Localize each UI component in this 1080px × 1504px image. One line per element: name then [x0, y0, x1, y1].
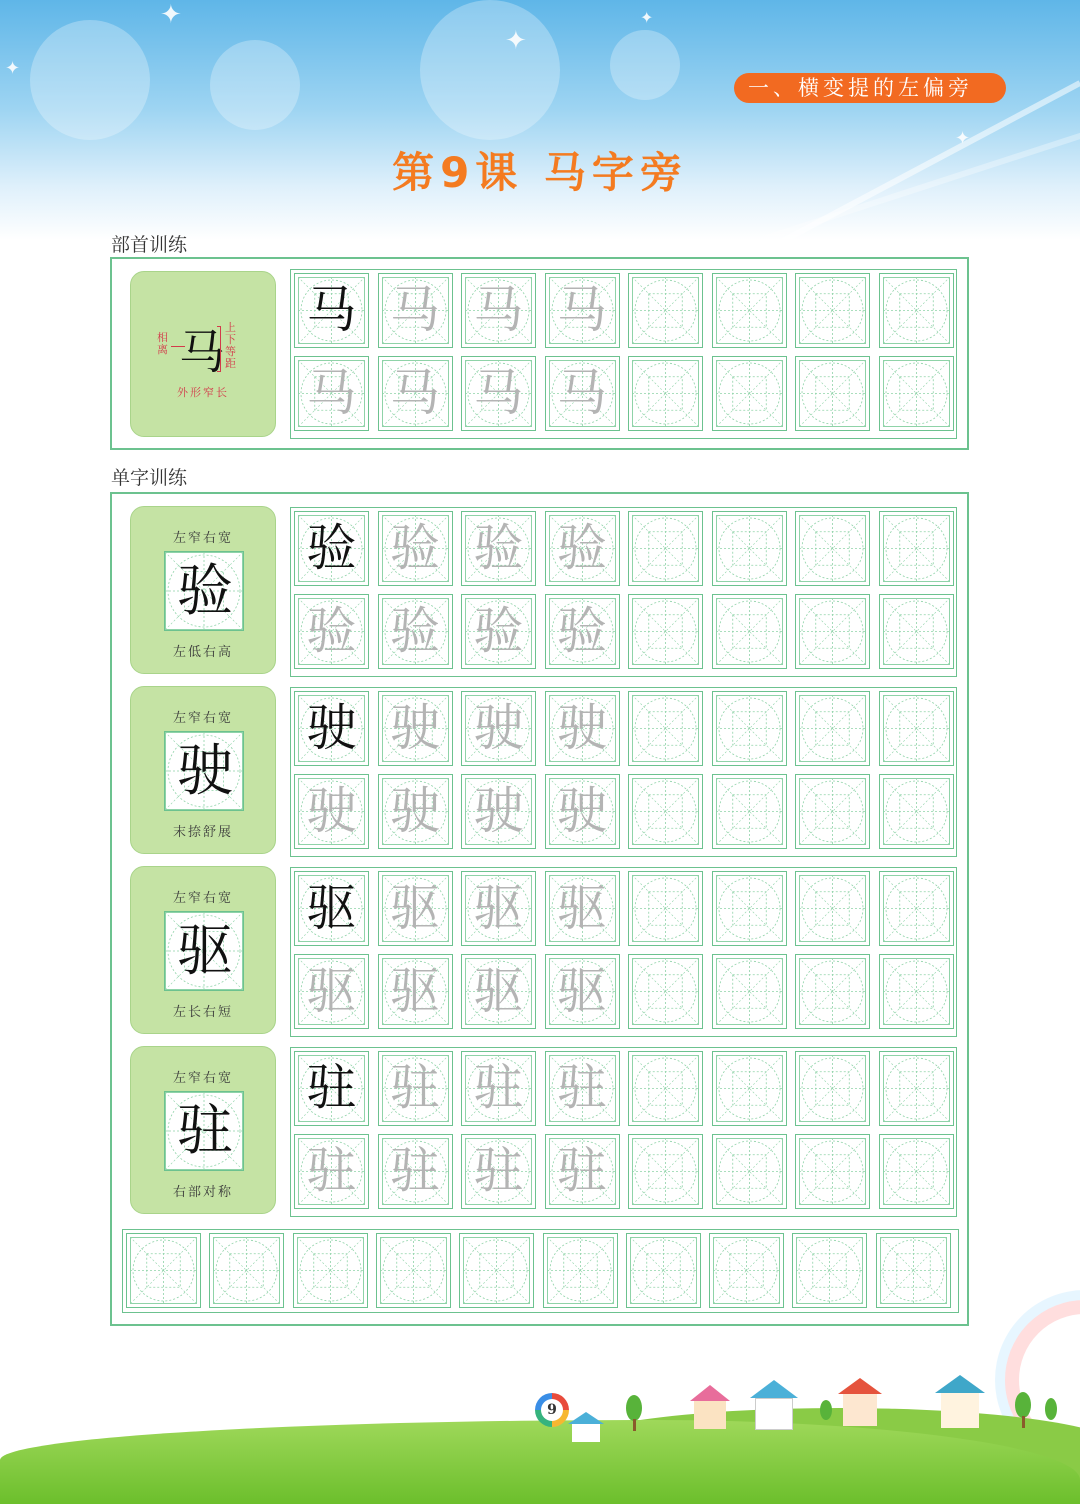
practice-cell[interactable] [126, 1233, 201, 1308]
practice-cell[interactable] [378, 1051, 453, 1126]
practice-cell[interactable] [712, 594, 787, 669]
practice-cell[interactable] [712, 691, 787, 766]
guide-lines [799, 598, 866, 665]
guide-lines [883, 515, 950, 582]
practice-cell[interactable] [545, 871, 620, 946]
guide-lines [630, 1237, 697, 1304]
sparkle-icon: ✦ [955, 128, 971, 149]
structure-tip-bottom: 末捺舒展 [172, 825, 233, 840]
practice-cell[interactable] [545, 356, 620, 431]
practice-cell[interactable] [712, 871, 787, 946]
character-card [130, 1046, 276, 1214]
practice-cell[interactable] [294, 954, 369, 1029]
guide-lines [799, 1055, 866, 1122]
radical-note-right: 上下等距 [225, 321, 236, 370]
radical-section-label: 部首训练 [111, 234, 188, 256]
practice-cell[interactable] [879, 954, 954, 1029]
house-icon [690, 1385, 730, 1430]
trace-character: 驶 [390, 699, 440, 757]
practice-cell[interactable] [628, 356, 703, 431]
practice-cell[interactable] [545, 594, 620, 669]
trace-character: 驻 [557, 1059, 607, 1117]
trace-character: 驶 [473, 782, 524, 840]
tree-icon [1045, 1398, 1057, 1420]
practice-cell[interactable] [712, 1051, 787, 1126]
guide-lines [716, 515, 783, 582]
practice-cell[interactable] [795, 594, 870, 669]
character-practice-grid [290, 867, 957, 1037]
practice-cell[interactable] [294, 356, 369, 431]
trace-character: 马 [473, 364, 524, 422]
model-character: 驻 [306, 1059, 357, 1117]
guide-lines [883, 1055, 950, 1122]
practice-cell[interactable] [461, 954, 536, 1029]
model-character: 驱 [306, 879, 357, 937]
trace-character: 驶 [390, 782, 440, 840]
page-number: 9 [541, 1399, 563, 1421]
guide-lines [297, 1237, 364, 1304]
trace-character: 驱 [557, 962, 607, 1020]
trace-character: 验 [306, 602, 357, 660]
trace-character: 驱 [390, 879, 440, 937]
structure-tip-bottom: 左低右高 [172, 645, 233, 660]
practice-cell[interactable] [378, 356, 453, 431]
trace-character: 验 [390, 602, 440, 660]
practice-cell[interactable] [879, 273, 954, 348]
guide-lines [380, 1237, 447, 1304]
practice-cell[interactable] [712, 954, 787, 1029]
guide-lines [716, 875, 783, 942]
trace-character: 验 [473, 602, 524, 660]
structure-tip-top: 左窄右宽 [172, 531, 233, 546]
guide-lines [632, 958, 699, 1025]
structure-tip-top: 左窄右宽 [172, 891, 233, 906]
trace-character: 驶 [306, 782, 357, 840]
practice-cell[interactable] [545, 1134, 620, 1209]
trace-character: 驱 [306, 962, 357, 1020]
practice-cell[interactable] [294, 871, 369, 946]
trace-character: 验 [557, 519, 607, 577]
practice-cell[interactable] [628, 273, 703, 348]
structure-tip-bottom: 右部对称 [172, 1185, 233, 1200]
practice-cell[interactable] [795, 1134, 870, 1209]
practice-cell[interactable] [628, 954, 703, 1029]
house-icon [935, 1375, 985, 1430]
char-section-label: 单字训练 [111, 467, 188, 489]
guide-lines [880, 1237, 947, 1304]
guide-lines [632, 1055, 699, 1122]
practice-cell[interactable] [545, 273, 620, 348]
sparkle-icon: ✦ [160, 0, 182, 30]
practice-cell[interactable] [461, 1134, 536, 1209]
model-character-box [164, 551, 244, 631]
grass-ground [0, 1420, 1080, 1504]
practice-cell[interactable] [795, 511, 870, 586]
practice-cell[interactable] [294, 691, 369, 766]
guide-lines [632, 515, 699, 582]
guide-lines [883, 958, 950, 1025]
tree-trunk [1022, 1416, 1025, 1428]
trace-character: 马 [557, 281, 607, 339]
decorative-bubble [610, 30, 680, 100]
practice-cell[interactable] [378, 691, 453, 766]
practice-cell[interactable] [628, 691, 703, 766]
radical-practice-grid [290, 269, 957, 439]
house-icon [568, 1412, 604, 1442]
guide-lines [632, 778, 699, 845]
practice-cell[interactable] [376, 1233, 451, 1308]
practice-cell[interactable] [628, 871, 703, 946]
model-character: 驱 [177, 919, 233, 984]
model-character: 驶 [306, 699, 357, 757]
practice-cell[interactable] [294, 1134, 369, 1209]
bracket-line [217, 326, 221, 372]
section-tag: 一、横变提的左偏旁 [734, 73, 1006, 103]
character-card [130, 866, 276, 1034]
guide-lines [632, 875, 699, 942]
guide-lines [463, 1237, 530, 1304]
character-practice-grid [290, 687, 957, 857]
house-icon [750, 1380, 798, 1432]
guide-lines [632, 1138, 699, 1205]
practice-cell[interactable] [378, 594, 453, 669]
model-character: 验 [177, 559, 233, 624]
practice-cell[interactable] [712, 1134, 787, 1209]
trace-character: 马 [557, 364, 607, 422]
practice-cell[interactable] [545, 1051, 620, 1126]
practice-cell[interactable] [378, 273, 453, 348]
guide-lines [716, 277, 783, 344]
char-frame [110, 492, 969, 1326]
guide-lines [716, 695, 783, 762]
structure-tip-top: 左窄右宽 [172, 1071, 233, 1086]
practice-cell[interactable] [795, 774, 870, 849]
tree-trunk [633, 1419, 636, 1431]
practice-cell[interactable] [795, 356, 870, 431]
trace-character: 马 [390, 364, 440, 422]
guide-lines [547, 1237, 614, 1304]
guide-lines [883, 360, 950, 427]
practice-cell[interactable] [294, 774, 369, 849]
model-character-box [164, 1091, 244, 1171]
guide-lines [799, 515, 866, 582]
practice-cell[interactable] [795, 273, 870, 348]
practice-cell[interactable] [461, 774, 536, 849]
practice-cell[interactable] [461, 594, 536, 669]
practice-cell[interactable] [628, 511, 703, 586]
guide-lines [799, 1138, 866, 1205]
practice-cell[interactable] [709, 1233, 784, 1308]
practice-cell[interactable] [879, 356, 954, 431]
trace-character: 验 [473, 519, 524, 577]
radical-frame [110, 257, 969, 450]
guide-lines [883, 875, 950, 942]
practice-cell[interactable] [795, 691, 870, 766]
practice-cell[interactable] [293, 1233, 368, 1308]
trace-character: 马 [306, 364, 357, 422]
practice-cell[interactable] [378, 871, 453, 946]
trace-character: 验 [390, 519, 440, 577]
trace-character: 驱 [473, 879, 524, 937]
guide-lines [883, 598, 950, 665]
guide-lines [799, 778, 866, 845]
guide-lines [716, 958, 783, 1025]
model-character-box [164, 911, 244, 991]
guide-lines [883, 695, 950, 762]
guide-lines [213, 1237, 280, 1304]
practice-cell[interactable] [545, 954, 620, 1029]
guide-lines [883, 277, 950, 344]
trace-character: 驱 [390, 962, 440, 1020]
guide-lines [632, 695, 699, 762]
practice-cell[interactable] [879, 1051, 954, 1126]
practice-cell[interactable] [461, 691, 536, 766]
practice-cell[interactable] [378, 511, 453, 586]
practice-cell[interactable] [294, 511, 369, 586]
practice-cell[interactable] [545, 691, 620, 766]
guide-lines [716, 598, 783, 665]
practice-cell[interactable] [378, 774, 453, 849]
practice-cell[interactable] [876, 1233, 951, 1308]
guide-lines [130, 1237, 197, 1304]
practice-cell[interactable] [378, 954, 453, 1029]
guide-lines [716, 360, 783, 427]
trace-character: 驻 [390, 1142, 440, 1200]
trace-character: 驱 [557, 879, 607, 937]
trace-character: 验 [557, 602, 607, 660]
practice-cell[interactable] [543, 1233, 618, 1308]
practice-cell[interactable] [545, 774, 620, 849]
radical-note-bottom: 外形窄长 [177, 386, 229, 399]
lesson-title: 第9课 马字旁 [392, 148, 688, 197]
practice-cell[interactable] [712, 511, 787, 586]
guide-lines [799, 958, 866, 1025]
guide-lines [799, 360, 866, 427]
guide-lines [799, 875, 866, 942]
trace-character: 驶 [557, 699, 607, 757]
character-card [130, 506, 276, 674]
character-practice-grid [290, 1047, 957, 1217]
guide-lines [632, 598, 699, 665]
practice-cell[interactable] [712, 356, 787, 431]
model-character: 驶 [177, 739, 233, 804]
trace-character: 驻 [557, 1142, 607, 1200]
radical-card [130, 271, 276, 437]
practice-cell[interactable] [378, 1134, 453, 1209]
tree-icon [1015, 1392, 1031, 1418]
model-character-box [164, 731, 244, 811]
structure-tip-bottom: 左长右短 [172, 1005, 233, 1020]
practice-cell[interactable] [294, 1051, 369, 1126]
character-card [130, 686, 276, 854]
practice-cell[interactable] [795, 871, 870, 946]
guide-lines [799, 695, 866, 762]
guide-lines [799, 277, 866, 344]
practice-cell[interactable] [461, 273, 536, 348]
sparkle-icon: ✦ [5, 58, 21, 79]
practice-cell[interactable] [628, 1134, 703, 1209]
guide-lines [632, 277, 699, 344]
practice-cell[interactable] [209, 1233, 284, 1308]
practice-cell[interactable] [461, 511, 536, 586]
guide-lines [796, 1237, 863, 1304]
model-character: 驻 [177, 1099, 233, 1164]
practice-cell[interactable] [879, 511, 954, 586]
practice-cell[interactable] [294, 273, 369, 348]
practice-cell[interactable] [795, 1051, 870, 1126]
trace-character: 驱 [473, 962, 524, 1020]
page-number-badge [535, 1393, 569, 1427]
practice-cell[interactable] [628, 594, 703, 669]
model-character: 验 [306, 519, 357, 577]
practice-cell[interactable] [628, 1051, 703, 1126]
practice-cell[interactable] [712, 273, 787, 348]
guide-lines [716, 1055, 783, 1122]
sparkle-icon: ✦ [505, 26, 527, 56]
practice-cell[interactable] [461, 1051, 536, 1126]
guide-lines [716, 778, 783, 845]
house-icon [838, 1378, 882, 1428]
model-character: 马 [306, 281, 357, 339]
practice-cell[interactable] [712, 774, 787, 849]
radical-note-left: 相离 [157, 331, 168, 356]
trace-character: 马 [473, 281, 524, 339]
blank-practice-row [122, 1229, 959, 1313]
practice-cell[interactable] [626, 1233, 701, 1308]
decorative-bubble [210, 40, 300, 130]
tree-icon [820, 1400, 832, 1420]
trace-character: 驻 [473, 1059, 524, 1117]
character-practice-grid [290, 507, 957, 677]
guide-lines [716, 1138, 783, 1205]
trace-character: 马 [390, 281, 440, 339]
practice-cell[interactable] [628, 774, 703, 849]
trace-character: 驻 [473, 1142, 524, 1200]
practice-cell[interactable] [879, 691, 954, 766]
practice-cell[interactable] [879, 774, 954, 849]
trace-character: 驶 [473, 699, 524, 757]
decorative-bubble [30, 20, 150, 140]
guide-lines [632, 360, 699, 427]
decorative-bubble [420, 0, 560, 140]
practice-cell[interactable] [294, 594, 369, 669]
radical-char: 马 [179, 325, 225, 379]
practice-cell[interactable] [792, 1233, 867, 1308]
guide-lines [713, 1237, 780, 1304]
practice-cell[interactable] [879, 594, 954, 669]
practice-cell[interactable] [459, 1233, 534, 1308]
practice-cell[interactable] [879, 871, 954, 946]
trace-character: 驶 [557, 782, 607, 840]
practice-cell[interactable] [461, 871, 536, 946]
practice-cell[interactable] [461, 356, 536, 431]
tree-icon [626, 1395, 642, 1421]
guide-lines [883, 778, 950, 845]
practice-cell[interactable] [879, 1134, 954, 1209]
practice-cell[interactable] [795, 954, 870, 1029]
practice-cell[interactable] [545, 511, 620, 586]
trace-character: 驻 [306, 1142, 357, 1200]
trace-character: 驻 [390, 1059, 440, 1117]
guide-lines [883, 1138, 950, 1205]
sparkle-icon: ✦ [640, 8, 654, 27]
structure-tip-top: 左窄右宽 [172, 711, 233, 726]
